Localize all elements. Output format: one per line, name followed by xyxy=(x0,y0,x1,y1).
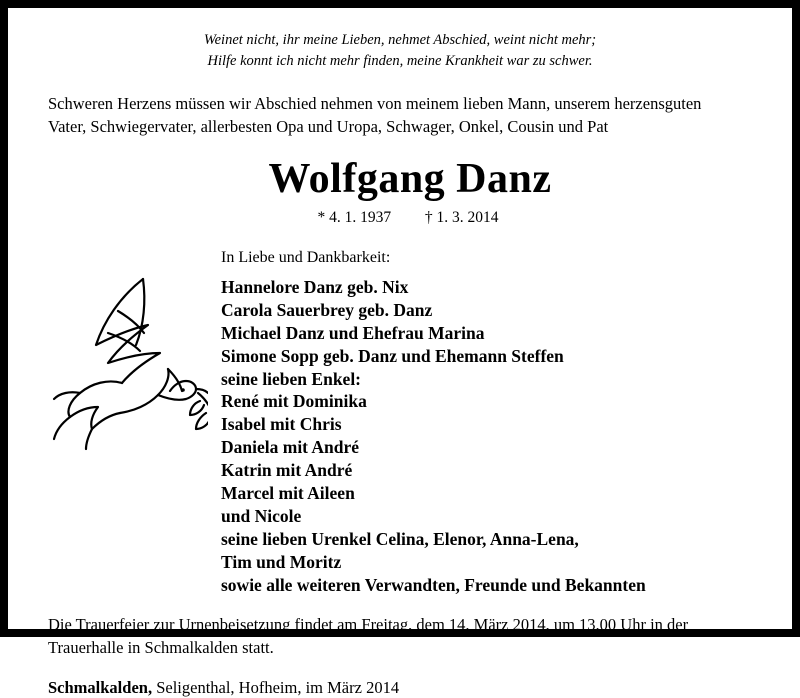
dove-icon xyxy=(48,271,208,451)
verse-line-1: Weinet nicht, ihr meine Lieben, nehmet Abschied, weint nicht mehr; xyxy=(203,32,597,48)
list-item: Carola Sauerbrey geb. Danz xyxy=(221,299,433,320)
city-name: Schmalkalden, xyxy=(48,677,153,697)
list-item: Hannelore Danz geb. Nix xyxy=(221,276,409,297)
place-and-date xyxy=(36,678,764,698)
list-item: und Nicole xyxy=(221,506,302,527)
verse-line-2: Hilfe konnt ich nicht mehr finden, meine Krankheit war zu schwer. xyxy=(207,53,593,70)
list-item: Katrin mit André xyxy=(221,460,353,481)
family-lead: In Liebe und Dankbarkeit: xyxy=(221,248,391,266)
memorial-verse xyxy=(36,30,764,72)
family-members-list xyxy=(221,276,764,597)
place-rest: Seligenthal, Hofheim, im März 2014 xyxy=(152,677,400,697)
intro-text xyxy=(36,92,764,139)
ceremony-line-1: Die Trauerfeier zur Urnenbeisetzung findet am Freitag, dem 14. März 2014, um 13.00 Uhr in der xyxy=(48,614,689,634)
list-item: Tim und Moritz xyxy=(221,551,342,572)
list-item: Marcel mit Aileen xyxy=(221,483,355,504)
intro-line-2: Vater, Schwiegervater, allerbesten Opa und Uropa, Schwager, Onkel, Cousin und Pat xyxy=(48,117,609,137)
list-item: seine lieben Enkel: xyxy=(221,368,362,389)
family-section xyxy=(36,249,764,597)
list-item: sowie alle weiteren Verwandten, Freunde und Bekannten xyxy=(221,574,646,595)
obituary-content xyxy=(8,8,792,697)
ceremony-line-2: Trauerhalle in Schmalkalden statt. xyxy=(48,638,274,658)
list-item: Michael Danz und Ehefrau Marina xyxy=(221,322,485,343)
deceased-name: Wolfgang Danz xyxy=(268,155,552,202)
list-item: René mit Dominika xyxy=(221,391,367,412)
list-item: Simone Sopp geb. Danz und Ehemann Steffen xyxy=(221,345,564,366)
birth-date: * 4. 1. 1937 xyxy=(317,208,392,226)
list-item: Daniela mit André xyxy=(221,437,360,458)
ceremony-details xyxy=(36,613,764,660)
death-date: † 1. 3. 2014 xyxy=(424,208,499,226)
intro-line-1: Schweren Herzens müssen wir Abschied nehmen von meinem lieben Mann, unserem herzensguten xyxy=(48,94,702,114)
list-item: seine lieben Urenkel Celina, Elenor, Anna-Lena, xyxy=(221,529,579,550)
list-item: Isabel mit Chris xyxy=(221,414,342,435)
deceased-dates xyxy=(36,209,764,227)
